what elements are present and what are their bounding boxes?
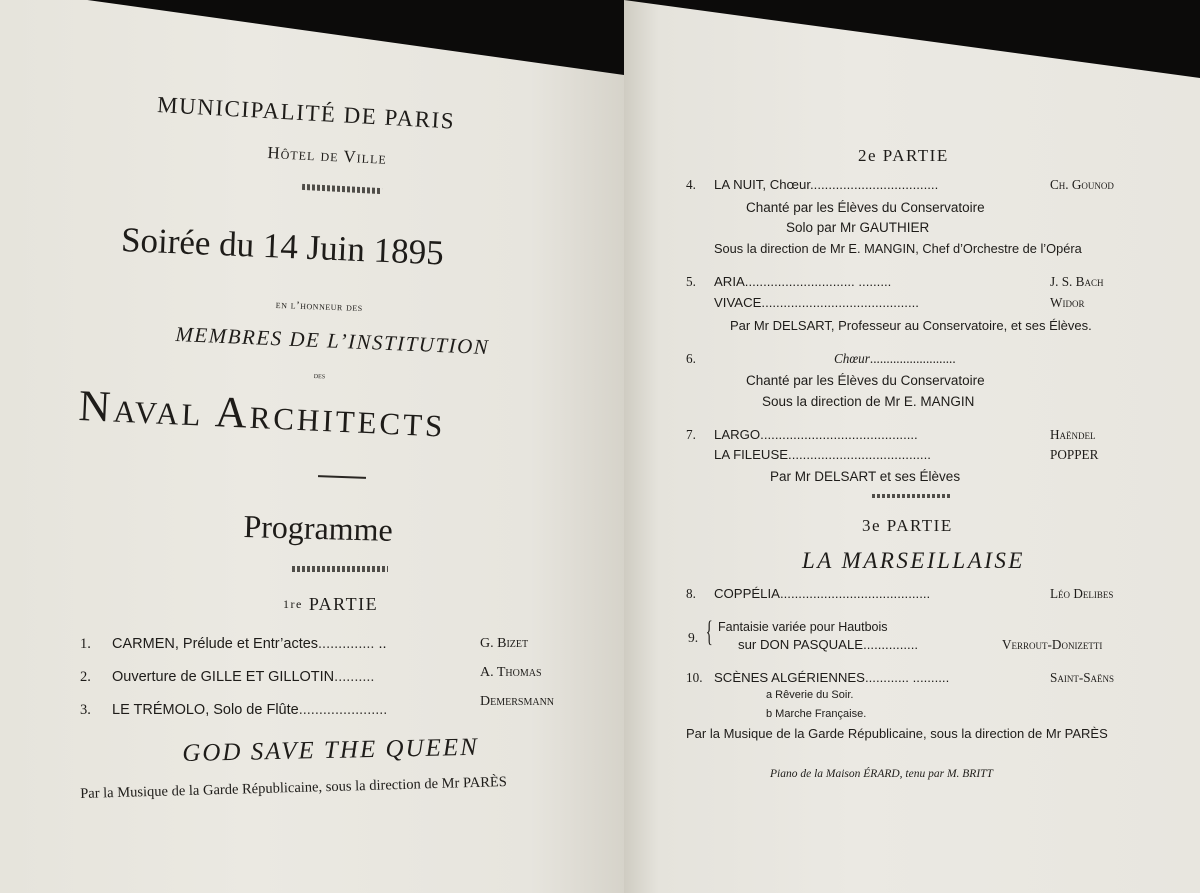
item-composer: POPPER (1050, 447, 1099, 462)
item-title: CARMEN, Prélude et Entr’actes.............. .. (112, 636, 387, 652)
item-composer: Saint-Saëns (1050, 670, 1115, 685)
item-note: Solo par Mr GAUTHIER (786, 220, 930, 235)
programme-heading: Programme (243, 508, 394, 548)
item-title: Ouverture de GILLE ET GILLOTIN.......... (112, 669, 375, 685)
item-title: LARGO........................................... (714, 427, 918, 442)
partie-2-heading: 2e PARTIE (858, 146, 949, 165)
honneur-line: en l’honneur des (275, 299, 363, 315)
item-title: LA FILEUSE....................................... (714, 447, 931, 462)
divider-ornament (872, 494, 952, 498)
musique-credit: Par la Musique de la Garde Républicaine, sous la direction de Mr PARÈS (80, 774, 508, 802)
item-title: LE TRÉMOLO, Solo de Flûte...................... (112, 702, 388, 718)
membres-line: MEMBRES DE L’INSTITUTION (174, 322, 490, 360)
item-number: 1. (80, 636, 91, 652)
municipality-header: MUNICIPALITÉ DE PARIS (156, 92, 456, 134)
item-composer: Haëndel (1050, 427, 1096, 442)
item-note: Sous la direction de Mr E. MANGIN, Chef d’Orchestre de l’Opéra (714, 241, 1082, 256)
item-subtitle: b Marche Française. (766, 708, 867, 720)
piano-credit: Piano de la Maison ÉRARD, tenu par M. BRITT (770, 768, 993, 780)
item-number: 3. (80, 702, 91, 718)
item-number: 9. (688, 630, 699, 645)
item-composer: Léo Delibes (1050, 586, 1114, 601)
item-title: COPPÉLIA......................................... (714, 586, 931, 601)
item-note: Chanté par les Élèves du Conservatoire (746, 200, 985, 215)
partie-number: 1re (283, 597, 303, 611)
musique-credit: Par la Musique de la Garde Républicaine, sous la direction de Mr PARÈS (686, 726, 1108, 741)
item-composer: Widor (1050, 295, 1085, 310)
institution-name: Naval Architects (77, 380, 447, 447)
des-line: des (313, 370, 326, 381)
partie-3-heading: 3e PARTIE (862, 516, 953, 535)
item-title: Chœur.......................... (834, 351, 956, 366)
item-title: Fantaisie variée pour Hautbois (718, 620, 888, 634)
item-number: 4. (686, 177, 696, 192)
item-note: Par Mr DELSART, Professeur au Conservatoire, et ses Élèves. (730, 318, 1092, 333)
item-composer: Ch. Gounod (1050, 177, 1114, 192)
item-composer: Demersmann (480, 694, 555, 709)
item-title: SCÈNES ALGÉRIENNES............ .......... (714, 670, 950, 685)
item-number: 5. (686, 274, 696, 289)
item-number: 8. (686, 586, 696, 601)
partie-label: PARTIE (308, 594, 379, 614)
item-title: ARIA.............................. ......... (714, 274, 892, 289)
item-title: LA NUIT, Chœur................................... (714, 177, 939, 192)
divider-ornament (292, 566, 388, 572)
item-number: 6. (686, 351, 696, 366)
soiree-title: Soirée du 14 Juin 1895 (120, 220, 445, 273)
item-note: Par Mr DELSART et ses Élèves (770, 469, 961, 484)
marseillaise-heading: LA MARSEILLAISE (802, 548, 1025, 573)
hotel-de-ville: Hôtel de Ville (267, 143, 388, 168)
item-number: 7. (686, 427, 696, 442)
item-note: Chanté par les Élèves du Conservatoire (746, 373, 985, 388)
item-number: 2. (80, 669, 91, 685)
item-title: sur DON PASQUALE............... (738, 637, 919, 652)
item-number: 10. (686, 670, 703, 685)
item-subtitle: a Rêverie du Soir. (766, 689, 854, 701)
item-composer: A. Thomas (480, 665, 542, 680)
god-save-the-queen: GOD SAVE THE QUEEN (182, 733, 480, 767)
item-composer: J. S. Bach (1050, 274, 1104, 289)
item-note: Sous la direction de Mr E. MANGIN (762, 394, 975, 409)
item-title: VIVACE........................................... (714, 295, 919, 310)
item-composer: Verrout-Donizetti (1002, 637, 1103, 652)
brace: { (705, 615, 713, 648)
item-composer: G. Bizet (480, 636, 529, 651)
partie-1-heading (283, 594, 378, 615)
